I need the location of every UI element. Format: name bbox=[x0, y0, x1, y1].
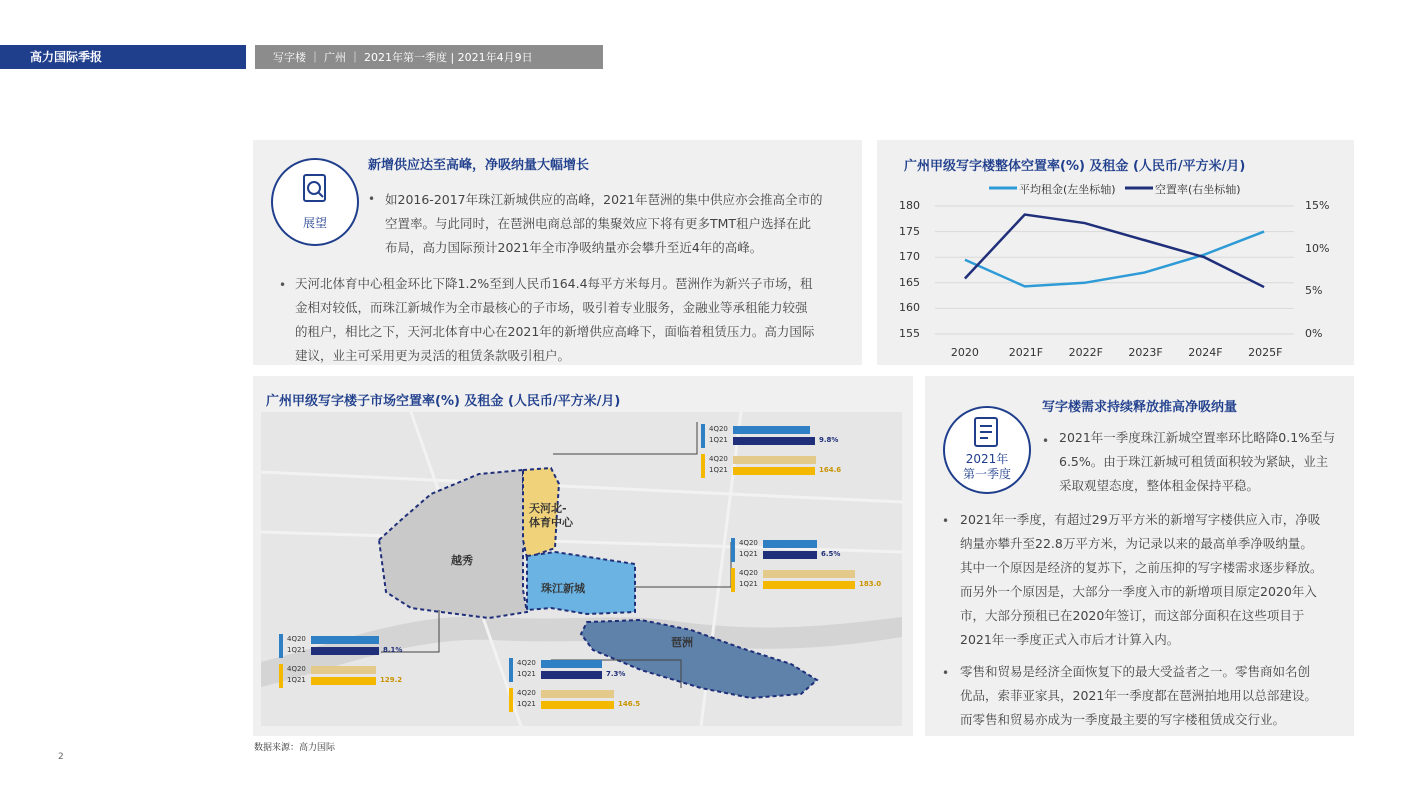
text-line: 优品，索菲亚家具，2021年一季度都在琶洲拍地用以总部建设。 bbox=[960, 688, 1317, 703]
bar-period-label: 1Q21 bbox=[287, 646, 306, 654]
demand-paragraph-2 bbox=[960, 508, 1323, 652]
left-axis-tick: 170 bbox=[899, 250, 920, 264]
demand-icon-circle bbox=[943, 406, 1031, 494]
outlook-panel bbox=[253, 140, 862, 365]
outlook-paragraph-2 bbox=[295, 272, 814, 368]
district-label-pazhou: 琶洲 bbox=[671, 636, 693, 649]
rent-value-label: 129.2 bbox=[380, 676, 403, 684]
rent-bar bbox=[311, 677, 376, 685]
legend-vacancy-label: 空置率(右坐标轴) bbox=[1155, 183, 1241, 196]
x-axis-tick: 2024F bbox=[1188, 346, 1223, 359]
right-axis-tick: 15% bbox=[1305, 199, 1330, 212]
text-line: 6.5%。由于珠江新城可租赁面积较为紧缺，业主 bbox=[1059, 454, 1329, 469]
rent-bar bbox=[733, 456, 816, 464]
vacancy-value-label: 7.3% bbox=[606, 670, 626, 678]
vacancy-series-line bbox=[965, 215, 1264, 288]
text-line: 布局，高力国际预计2021年全市净吸纳量亦会攀升至近4年的高峰。 bbox=[385, 240, 763, 255]
text-line: 采取观望态度，整体租金保持平稳。 bbox=[1059, 478, 1260, 493]
bar-period-label: 1Q21 bbox=[739, 550, 758, 558]
text-line: 天河北体育中心租金环比下降1.2%至到人民币164.4每平方米每月。琶洲作为新兴子市场，租 bbox=[295, 276, 813, 291]
report-meta-band bbox=[255, 45, 603, 69]
text-line: 空置率。与此同时，在琶洲电商总部的集聚效应下将有更多TMT租户选择在此 bbox=[385, 216, 812, 231]
submarket-bar-block bbox=[509, 658, 659, 718]
submarket-bar-block bbox=[731, 538, 881, 598]
data-source-note: 数据来源：高力国际 bbox=[254, 743, 336, 753]
left-axis-tick: 160 bbox=[899, 301, 920, 315]
x-axis-tick: 2025F bbox=[1248, 346, 1283, 359]
rent-series-line bbox=[965, 232, 1264, 287]
vacancy-value-label: 8.1% bbox=[383, 646, 403, 654]
bar-period-label: 1Q21 bbox=[517, 700, 536, 708]
icon-label-line: 第一季度 bbox=[962, 467, 1011, 481]
rent-group-marker bbox=[731, 568, 735, 592]
text-line: 的租户，相比之下，天河北体育中心在2021年的新增供应高峰下，面临着租赁压力。高力国际 bbox=[295, 324, 815, 339]
vacancy-bar bbox=[541, 660, 602, 668]
bar-period-label: 4Q20 bbox=[739, 539, 758, 547]
vacancy-value-label: 9.8% bbox=[819, 436, 839, 444]
rent-bar bbox=[541, 701, 614, 709]
rent-bar bbox=[733, 467, 815, 475]
submarket-map bbox=[261, 412, 902, 726]
text-line: 而另外一个原因是，大部分一季度入市的新增项目原定2020年入 bbox=[960, 584, 1317, 599]
text-line: 零售和贸易是经济全面恢复下的最大受益者之一。零售商如名创 bbox=[960, 664, 1311, 679]
magnifier-doc-icon bbox=[273, 160, 357, 244]
bullet-dot: • bbox=[279, 278, 287, 292]
demand-paragraph-1 bbox=[1059, 426, 1335, 498]
bullet-dot: • bbox=[942, 666, 950, 680]
district-yuexiu-shape bbox=[379, 470, 529, 618]
district-label-yuexiu: 越秀 bbox=[451, 554, 473, 567]
text-line: 2021年一季度正式入市后才计算入内。 bbox=[960, 632, 1180, 647]
legend-rent-label: 平均租金(左坐标轴) bbox=[1019, 183, 1116, 196]
demand-title: 写字楼需求持续释放推高净吸纳量 bbox=[1042, 400, 1238, 415]
text-line: 2021年一季度，有超过29万平方米的新增写字楼供应入市，净吸 bbox=[960, 512, 1321, 527]
left-axis-tick: 175 bbox=[899, 224, 920, 238]
demand-icon-label bbox=[945, 452, 1029, 482]
submarket-map-title: 广州甲级写字楼子市场空置率(%) 及租金 (人民币/平方米/月) bbox=[266, 394, 621, 409]
bar-period-label: 4Q20 bbox=[517, 659, 536, 667]
bullet-dot: • bbox=[942, 514, 950, 528]
overall-chart-panel bbox=[877, 140, 1354, 365]
submarket-bar-block bbox=[701, 424, 851, 484]
vacancy-bar bbox=[733, 426, 810, 434]
outlook-paragraph-1 bbox=[385, 188, 822, 260]
vacancy-bar bbox=[311, 636, 379, 644]
vacancy-group-marker bbox=[731, 538, 735, 562]
x-axis-tick: 2022F bbox=[1068, 346, 1103, 359]
x-axis-tick: 2020 bbox=[950, 346, 979, 359]
vacancy-bar bbox=[733, 437, 815, 445]
rent-bar bbox=[763, 581, 855, 589]
rent-group-marker bbox=[509, 688, 513, 712]
bar-period-label: 4Q20 bbox=[287, 635, 306, 643]
report-meta: 写字楼 ｜ 广州 ｜ 2021年第一季度 | 2021年4月9日 bbox=[273, 51, 533, 64]
leader-line-tianhebei bbox=[553, 422, 697, 454]
demand-panel bbox=[925, 376, 1354, 736]
district-label-tianhebei: 天河北- 体育中心 bbox=[529, 502, 573, 529]
rent-bar bbox=[311, 666, 376, 674]
left-axis-tick: 155 bbox=[899, 327, 920, 340]
vacancy-group-marker bbox=[509, 658, 513, 682]
right-axis-tick: 10% bbox=[1305, 241, 1330, 255]
bar-period-label: 4Q20 bbox=[709, 425, 728, 433]
bar-period-label: 1Q21 bbox=[287, 676, 306, 684]
rent-value-label: 146.5 bbox=[618, 700, 641, 708]
text-line: 纳量亦攀升至22.8万平方米，为记录以来的最高单季净吸纳量。 bbox=[960, 536, 1313, 551]
bar-period-label: 4Q20 bbox=[517, 689, 536, 697]
text-line: 2021年一季度珠江新城空置率环比略降0.1%至与 bbox=[1059, 430, 1336, 445]
text-line: 其中一个原因是经济的复苏下，之前压抑的写字楼需求逐步释放。 bbox=[960, 560, 1323, 575]
overall-line-chart bbox=[877, 140, 1354, 365]
rent-value-label: 164.6 bbox=[819, 466, 842, 474]
text-line: 市，大部分预租已在2020年签订，而这部分面积在这些项目于 bbox=[960, 608, 1305, 623]
rent-group-marker bbox=[701, 454, 705, 478]
bar-period-label: 1Q21 bbox=[709, 436, 728, 444]
bar-period-label: 1Q21 bbox=[517, 670, 536, 678]
submarket-bar-block bbox=[279, 634, 429, 694]
demand-paragraph-3 bbox=[960, 660, 1317, 732]
left-axis-tick: 180 bbox=[899, 199, 920, 212]
vacancy-bar bbox=[541, 671, 602, 679]
icon-label-line: 2021年 bbox=[965, 452, 1009, 466]
rent-value-label: 183.0 bbox=[859, 580, 882, 588]
outlook-icon-label: 展望 bbox=[302, 216, 327, 230]
page-number: 2 bbox=[58, 752, 64, 762]
vacancy-group-marker bbox=[279, 634, 283, 658]
text-line: 金相对较低，而珠江新城作为全市最核心的子市场，吸引着专业服务，金融业等承租能力较强 bbox=[295, 300, 808, 315]
right-axis-tick: 0% bbox=[1305, 327, 1323, 340]
bar-period-label: 4Q20 bbox=[709, 455, 728, 463]
bar-period-label: 1Q21 bbox=[739, 580, 758, 588]
outlook-icon-circle bbox=[271, 158, 359, 246]
rent-group-marker bbox=[279, 664, 283, 688]
overall-chart-title: 广州甲级写字楼整体空置率(%) 及租金 (人民币/平方米/月) bbox=[904, 159, 1246, 174]
left-axis-tick: 165 bbox=[899, 275, 920, 289]
text-line: 建议，业主可采用更为灵活的租赁条款吸引租户。 bbox=[295, 348, 571, 363]
x-axis-tick: 2023F bbox=[1128, 346, 1163, 359]
district-label-zhujiang: 珠江新城 bbox=[541, 582, 585, 595]
rent-bar bbox=[541, 690, 614, 698]
report-title: 高力国际季报 bbox=[30, 50, 103, 64]
vacancy-value-label: 6.5% bbox=[821, 550, 841, 558]
vacancy-bar bbox=[311, 647, 379, 655]
bar-period-label: 1Q21 bbox=[709, 466, 728, 474]
rent-bar bbox=[763, 570, 855, 578]
x-axis-tick: 2021F bbox=[1008, 346, 1044, 359]
report-title-band bbox=[0, 45, 246, 69]
text-line: 而零售和贸易亦成为一季度最主要的写字楼租赁成交行业。 bbox=[960, 712, 1286, 727]
bullet-dot: • bbox=[368, 192, 376, 206]
right-axis-tick: 5% bbox=[1305, 284, 1323, 298]
vacancy-group-marker bbox=[701, 424, 705, 448]
bar-period-label: 4Q20 bbox=[287, 665, 306, 673]
bar-period-label: 4Q20 bbox=[739, 569, 758, 577]
text-line: 如2016-2017年珠江新城供应的高峰，2021年琶洲的集中供应亦会推高全市的 bbox=[385, 192, 823, 207]
vacancy-bar bbox=[763, 551, 817, 559]
vacancy-bar bbox=[763, 540, 817, 548]
leader-line-zhujiang bbox=[635, 542, 731, 587]
bullet-dot: • bbox=[1042, 434, 1050, 448]
outlook-title: 新增供应达至高峰，净吸纳量大幅增长 bbox=[368, 158, 590, 173]
